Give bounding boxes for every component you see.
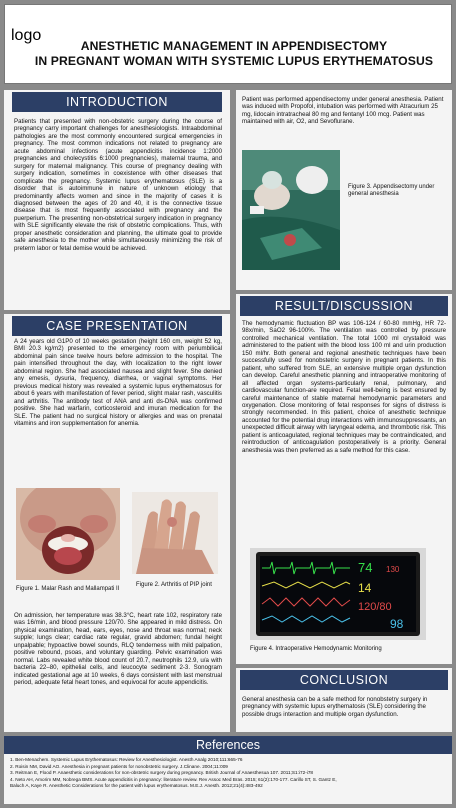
procedure-text: Patient was performed appendisectomy under general anesthesia. Patient was induced with Propofol, intubation was performed with Atracurium 25 mg, lidocain intratracheal 80 mg and fentanyl 100 mcg. Patient was maintained with air, O2, and Sevoflurane. xyxy=(242,96,444,126)
reference-item: 1. Ben-Menachem. Systemic Lupus Erythematosus: Review for Anesthesiologist. Anesth Analg 2010;111:665-76 xyxy=(10,757,243,762)
title-line-2: IN PREGNANT WOMAN WITH SYSTEMIC LUPUS ERYTHEMATOSUS xyxy=(34,54,434,68)
introduction-text: Patients that presented with non-obstetric surgery during the course of pregnancy carry important challenges for anesthesiologists. Intraabdominal pathologies are the most commonly encountered surgical emergencies in pregnancy. The most common indications not related to pregnancy are acute abdominal infections (acute appendicitis incidence 1:2000 pregnancies and cholecystitis 6:1000 pregnancies), maternal trauma, and surgery for maternal malignancy. This course of pregnancy dealing with surgery indication, sometimes in coexistence with other diseases that complicate the pregnancy. Systemic lupus erythematosus (SLE) is a disorder that is autoimmune in nature of unknown etiology that predominantly affects women and since in the majority of cases it is diagnosed between the ages of 20 and 40, it is the connective tissue disease that is most frequently associated with pregnancy and the puerperium. The presenting non-obstetrical surgery indication in pregnancy with SLE significantly elevate the risk of obstetric complications. Thus, with proper anesthetic consideration and planning, the ultimate goal to provide safe anesthesia to the mother while simultaneously minimizing the risk of preterm labor or fetal demise would be achieved. xyxy=(14,118,222,252)
reference-item: 4. Neto AH, Amorim MM, Nobrega BMS. Acute appendicitis in pregnancy: literature review. Rev Assoc Med Bras. 2015; 61(2):170-177. Carillo ST, S. Gantz E, xyxy=(10,776,337,782)
monitor-extra: 14 xyxy=(358,581,372,595)
malar-rash-photo xyxy=(16,488,120,580)
arthritis-photo xyxy=(132,492,218,574)
monitor-bp-top: 130 xyxy=(386,565,400,574)
figure1-caption: Figure 1. Malar Rash and Mallampati II xyxy=(16,586,120,592)
references-heading: References xyxy=(4,736,452,754)
case-presentation-text-2: On admission, her temperature was 38.3°C, heart rate 102, respiratory rate was 16/min, and blood pressure 120/70. She appeared in mild distress. On physical examination, head, ears, eyes, nose and throat was normal; neck supple; lungs clear; cardiac rate regular, gravid abdomen; fundal height unpalpable; hypoactive bowel sounds, RLQ tenderness with mild palpation, positive rebound, psoas, and voluntary guarding. Pelvic examination was normal. Labs revealed white blood count of 20.7, neutrophils 12.9, u/a with bacteria 22–80, epithelial cells, and leucocyte sediment 2-3. Sonogram indicated gestational age at 10 weeks, 6 days consistent with last menstrual period, adequate fetal heart tones, and equivocal for acute appendicitis. xyxy=(14,612,222,687)
title-line-1: ANESTHETIC MANAGEMENT IN APPENDISECTOMY xyxy=(80,39,388,53)
poster-title xyxy=(25,39,443,69)
title-block xyxy=(4,4,452,84)
figure2-caption: Figure 2. Arthritis of PIP joint xyxy=(136,582,212,588)
logo: logo xyxy=(11,27,42,44)
conclusion-text: General anesthesia can be a safe method for nonobstetry surgery in pregnancy with systemic lupus erythematosis (SLE) considering the possible drugs interaction and multiple organ dysfunction. xyxy=(242,696,428,718)
figure4-caption: Figure 4. Intraoperative Hemodynamic Monitoring xyxy=(250,646,382,652)
conclusion-heading: CONCLUSION xyxy=(240,670,448,690)
case-presentation-heading: CASE PRESENTATION xyxy=(12,316,222,336)
hemodynamic-monitor-photo xyxy=(250,548,426,640)
figure3-caption: Figure 3. Appendisectomy under general anesthesia xyxy=(348,184,435,198)
reference-item: 2. Roisin NM, David AO. Anesthesia in pregnant patients for nonobstetric surgery. J.Clinane. 2004;11:009 xyxy=(10,763,228,769)
monitor-spo2: 98 xyxy=(390,617,404,631)
surgery-photo xyxy=(242,150,340,270)
reference-item: Baluch A, Kaye R. Anesthetic Considerations for the patient with lupus erythematosus. M.E.J. Anesth. 2012;21(4):483-492 xyxy=(10,783,263,788)
monitor-bp: 120/80 xyxy=(358,601,392,613)
introduction-heading: INTRODUCTION xyxy=(12,92,222,112)
monitor-hr: 74 xyxy=(358,560,373,575)
reference-item: 3. Reitman E, Flood P. Anaesthetic considerations for non-obstetric surgery during pregnancy. British Journal of Anaesthesua 107. 2011;S1:i72-i78 xyxy=(10,770,314,775)
results-heading: RESULT/DISCUSSION xyxy=(240,296,448,316)
references-list xyxy=(4,754,452,804)
case-presentation-text-1: A 24 years old G1P0 of 10 weeks gestation (height 160 cm, weight 52 kg, BMI 20.3 kg/m2) presented to the emergency room with periumbilical abdominal pain since twelve hours before admission to the hospital. The pain intensified throughout the day, with localization to the right lower abdominal region. She had associated nausea and slight fever. She denied any emesis, dysuria, frequency, diarrhea, or vaginal symptoms. Her previous medical history was revealed a systemic lupus erythematosus for about 6 years with manifestation of fever period, slight malar rash, vasculitis and arthritis. The antibody test of ANA and anti ds-DNA was confirmed positive. She had warfarin, corticosteroid and imuran medication for the SLE. The patient had no surgical history or allergies and was on prenatal vitamins and iron supplementation for anemia. xyxy=(14,338,222,427)
results-text: The hemodynamic fluctuation BP was 106-124 / 60-80 mmHg, HR 72-98x/min, SaO2 96-100%. The ventilation was controlled by pressure controlled mechanical ventilation. The total 1000 ml crystalloid was administered to the patient with the blood loss 100 ml and urin production 150 ml/hr. Both general and regional anesthetic techniques have been successfully used for nonobstetric surgery in pregnant patients. In this patient, who suffered from SLE, an extensive multiple organ dysfunction can develop. Careful anesthetic planning and intraoperative monitoring of all affected organ systems-particularly renal, pulmonary, and cardiovascular function-are required. Fetal well-being is best ensured by careful maintenance of stable maternal hemodynamic parameters and oxygenation. Close monitoring of fetal responses for signs of distress is strongly recommended. In this patient, choice of anesthetic technique accounted for the potential drug interactions with immunosuppressants, an unexpected difficult airway with laryngeal edema, and thrombotic risk. This patient is anticoagulated, regional techniques may be contraindicated, and reintroduction of anticoagulation postoperatively is a priority. General anesthesia was then preferred as a safe method for this case. xyxy=(242,320,446,454)
